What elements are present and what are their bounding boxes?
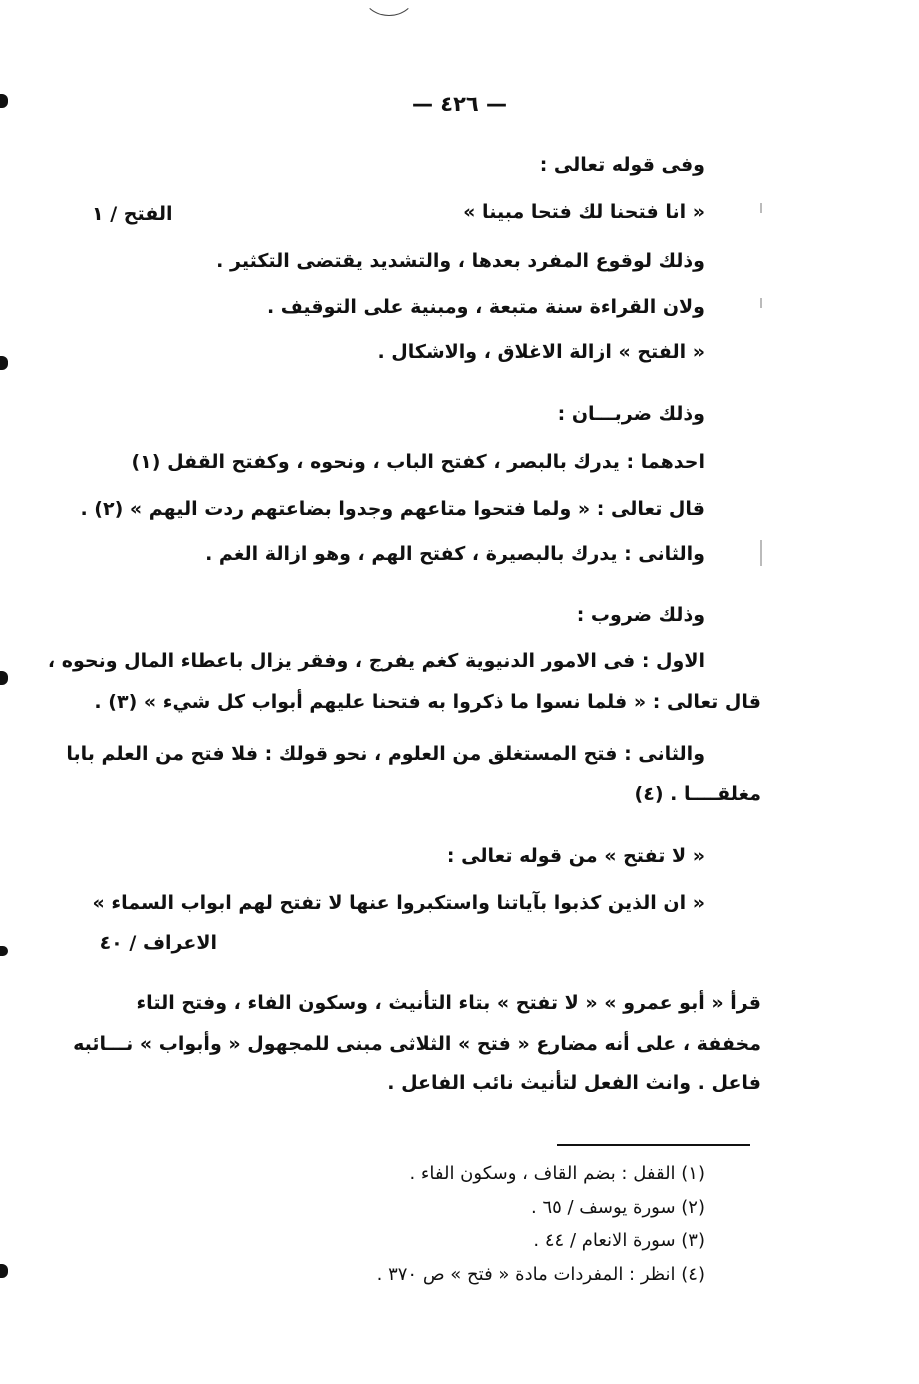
text-line: وذلك لوقوع المفرد بعدها ، والتشديد يقتضى التكثير .: [216, 250, 705, 272]
text-line: احدهما : يدرك بالبصر ، كفتح الباب ، ونحوه ، وكفتح القفل (١): [131, 451, 705, 473]
footnote: (١) القفل : بضم القاف ، وسكون الفاء .: [409, 1163, 705, 1184]
text-line: الاعراف / ٤٠: [99, 932, 217, 954]
text-line: ولان القراءة سنة متبعة ، ومبنية على التوقيف .: [266, 296, 705, 318]
side-reference: الفتح / ١: [92, 203, 173, 225]
footnote: (٤) انظر : المفردات مادة « فتح » ص ٣٧٠ .: [376, 1264, 705, 1285]
binding-hole-mark: [0, 1264, 8, 1278]
scan-speck: [760, 203, 762, 213]
text-line: مخففة ، على أنه مضارع « فتح » الثلاثى مبنى للمجهول « وأبواب » نـــائبه: [73, 1033, 761, 1055]
scan-arc-mark: [362, 0, 416, 16]
text-line: قال تعالى : « ولما فتحوا متاعهم وجدوا بضاعتهم ردت اليهم » (٢) .: [80, 498, 705, 520]
text-line: فاعل . وانث الفعل لتأنيث نائب الفاعل .: [387, 1072, 761, 1094]
text-line: « الفتح » ازالة الاغلاق ، والاشكال .: [377, 341, 705, 363]
text-line: قرأ « أبو عمرو » « لا تفتح » بتاء التأنيث ، وسكون الفاء ، وفتح التاء: [136, 992, 761, 1014]
text-line: « انا فتحنا لك فتحا مبينا »: [463, 201, 705, 223]
binding-hole-mark: [0, 946, 8, 956]
footnote-separator: [557, 1144, 750, 1146]
text-line: وفى قوله تعالى :: [539, 154, 705, 176]
text-line: وذلك ضربـــان :: [557, 403, 705, 425]
text-line: والثانى : فتح المستغلق من العلوم ، نحو قولك : فلا فتح من العلم بابا: [66, 743, 705, 765]
footnote: (٣) سورة الانعام / ٤٤ .: [533, 1230, 705, 1251]
text-line: والثانى : يدرك بالبصيرة ، كفتح الهم ، وهو ازالة الغم .: [205, 543, 705, 565]
binding-hole-mark: [0, 671, 8, 685]
scan-speck: [760, 298, 762, 308]
scan-speck: [760, 540, 762, 566]
text-line: وذلك ضروب :: [576, 604, 705, 626]
text-line: « لا تفتح » من قوله تعالى :: [446, 845, 705, 867]
text-line: « ان الذين كذبوا بآياتنا واستكبروا عنها لا تفتح لهم ابواب السماء »: [92, 892, 705, 914]
binding-hole-mark: [0, 356, 8, 370]
text-line: الاول : فى الامور الدنيوية كغم يفرج ، وفقر يزال باعطاء المال ونحوه ،: [47, 650, 705, 672]
footnote: (٢) سورة يوسف / ٦٥ .: [530, 1197, 705, 1218]
text-line: مغلقــــا . (٤): [634, 783, 761, 805]
page-number: — ٤٢٦ —: [411, 92, 508, 116]
text-line: قال تعالى : « فلما نسوا ما ذكروا به فتحنا عليهم أبواب كل شيء » (٣) .: [94, 691, 761, 713]
